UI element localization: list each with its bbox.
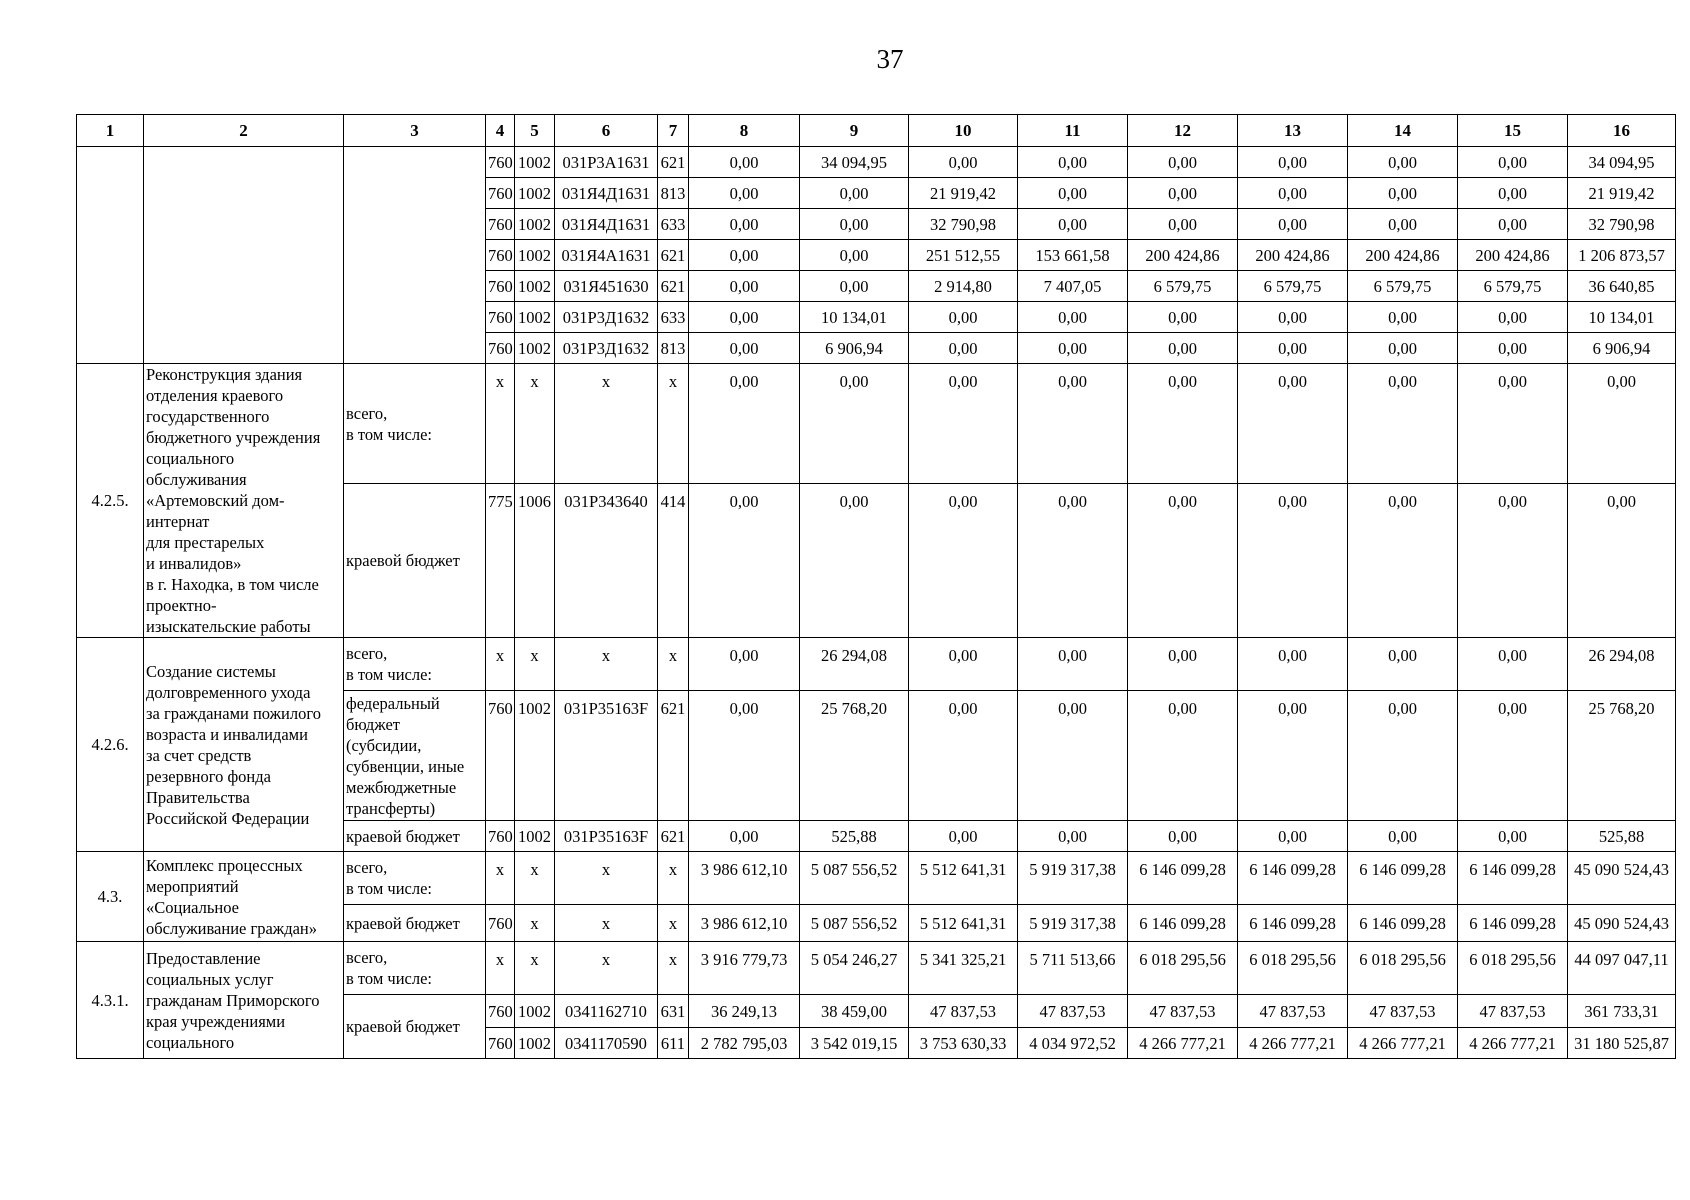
amount-cell: 0,00 [1568, 484, 1676, 638]
amount-cell: 6 579,75 [1128, 271, 1238, 302]
item-number: 4.2.6. [77, 638, 144, 852]
amount-cell: 0,00 [909, 821, 1018, 852]
amount-cell: 0,00 [1458, 333, 1568, 364]
amount-cell: 0,00 [909, 302, 1018, 333]
amount-cell: 0,00 [1348, 302, 1458, 333]
budget-code-c7: x [658, 638, 689, 691]
budget-code-c4: 760 [486, 302, 515, 333]
table-row [77, 638, 1676, 691]
amount-cell: 32 790,98 [1568, 209, 1676, 240]
amount-cell: 6 906,94 [1568, 333, 1676, 364]
table-row [77, 364, 1676, 484]
amount-cell: 0,00 [1128, 364, 1238, 484]
budget-code-c7: x [658, 364, 689, 484]
amount-cell: 0,00 [1348, 209, 1458, 240]
amount-cell: 44 097 047,11 [1568, 942, 1676, 995]
amount-cell: 0,00 [800, 178, 909, 209]
amount-cell: 26 294,08 [800, 638, 909, 691]
budget-code-c5: x [515, 364, 555, 484]
budget-code-c5: 1002 [515, 691, 555, 821]
budget-code-c6: 031Я451630 [555, 271, 658, 302]
item-name [144, 147, 344, 364]
amount-cell: 6 146 099,28 [1238, 905, 1348, 942]
budget-code-c4: 760 [486, 271, 515, 302]
budget-code-c5: 1002 [515, 240, 555, 271]
amount-cell: 0,00 [689, 178, 800, 209]
amount-cell: 5 512 641,31 [909, 905, 1018, 942]
amount-cell: 0,00 [1238, 691, 1348, 821]
amount-cell: 0,00 [689, 302, 800, 333]
amount-cell: 0,00 [1348, 821, 1458, 852]
amount-cell: 0,00 [1018, 364, 1128, 484]
amount-cell: 0,00 [1238, 302, 1348, 333]
amount-cell: 0,00 [909, 147, 1018, 178]
amount-cell: 6 018 295,56 [1128, 942, 1238, 995]
budget-code-c5: x [515, 942, 555, 995]
column-header: 16 [1568, 115, 1676, 147]
budget-code-c6: 031P3A1631 [555, 147, 658, 178]
funding-source: федеральный бюджет (субсидии, субвенции, иные межбюджетные трансферты) [344, 691, 486, 821]
amount-cell: 5 711 513,66 [1018, 942, 1128, 995]
budget-code-c6: x [555, 942, 658, 995]
amount-cell: 0,00 [1348, 484, 1458, 638]
amount-cell: 0,00 [1128, 333, 1238, 364]
budget-code-c6: x [555, 905, 658, 942]
budget-code-c4: 760 [486, 905, 515, 942]
column-header: 3 [344, 115, 486, 147]
amount-cell: 0,00 [1238, 147, 1348, 178]
funding-source: краевой бюджет [344, 484, 486, 638]
budget-code-c7: 621 [658, 240, 689, 271]
amount-cell: 0,00 [909, 691, 1018, 821]
amount-cell: 25 768,20 [800, 691, 909, 821]
amount-cell: 34 094,95 [1568, 147, 1676, 178]
amount-cell: 0,00 [1238, 638, 1348, 691]
amount-cell: 6 018 295,56 [1458, 942, 1568, 995]
amount-cell: 47 837,53 [1238, 995, 1348, 1028]
column-header: 15 [1458, 115, 1568, 147]
amount-cell: 6 146 099,28 [1458, 852, 1568, 905]
amount-cell: 0,00 [800, 484, 909, 638]
budget-code-c6: 031P343640 [555, 484, 658, 638]
page-number: 37 [876, 44, 904, 74]
amount-cell: 0,00 [1458, 638, 1568, 691]
amount-cell: 6 146 099,28 [1348, 852, 1458, 905]
amount-cell: 5 054 246,27 [800, 942, 909, 995]
item-number: 4.3.1. [77, 942, 144, 1059]
amount-cell: 3 916 779,73 [689, 942, 800, 995]
column-header: 4 [486, 115, 515, 147]
amount-cell: 0,00 [1348, 638, 1458, 691]
amount-cell: 6 146 099,28 [1458, 905, 1568, 942]
amount-cell: 21 919,42 [909, 178, 1018, 209]
amount-cell: 0,00 [1458, 821, 1568, 852]
amount-cell: 0,00 [909, 333, 1018, 364]
amount-cell: 25 768,20 [1568, 691, 1676, 821]
funding-source: краевой бюджет [344, 821, 486, 852]
amount-cell: 3 986 612,10 [689, 852, 800, 905]
amount-cell: 4 266 777,21 [1238, 1028, 1348, 1059]
budget-code-c6: x [555, 638, 658, 691]
amount-cell: 0,00 [909, 638, 1018, 691]
amount-cell: 0,00 [1238, 821, 1348, 852]
amount-cell: 4 266 777,21 [1348, 1028, 1458, 1059]
amount-cell: 0,00 [909, 484, 1018, 638]
amount-cell: 5 919 317,38 [1018, 905, 1128, 942]
budget-code-c7: 631 [658, 995, 689, 1028]
budget-code-c7: 621 [658, 271, 689, 302]
budget-code-c7: 621 [658, 691, 689, 821]
item-name: Комплекс процессных мероприятий «Социальное обслуживание граждан» [144, 852, 344, 942]
amount-cell: 0,00 [1458, 178, 1568, 209]
funding-source: всего, в том числе: [344, 942, 486, 995]
amount-cell: 3 986 612,10 [689, 905, 800, 942]
budget-code-c7: 633 [658, 209, 689, 240]
budget-code-c7: 813 [658, 333, 689, 364]
amount-cell: 10 134,01 [800, 302, 909, 333]
amount-cell: 0,00 [689, 484, 800, 638]
amount-cell: 0,00 [1238, 178, 1348, 209]
amount-cell: 361 733,31 [1568, 995, 1676, 1028]
budget-code-c6: x [555, 364, 658, 484]
amount-cell: 5 512 641,31 [909, 852, 1018, 905]
budget-code-c6: 031Я4А1631 [555, 240, 658, 271]
column-header: 13 [1238, 115, 1348, 147]
budget-code-c5: 1002 [515, 333, 555, 364]
amount-cell: 0,00 [1018, 484, 1128, 638]
amount-cell: 525,88 [800, 821, 909, 852]
column-header: 6 [555, 115, 658, 147]
amount-cell: 0,00 [800, 271, 909, 302]
column-header: 2 [144, 115, 344, 147]
amount-cell: 6 579,75 [1238, 271, 1348, 302]
amount-cell: 6 146 099,28 [1238, 852, 1348, 905]
funding-source [344, 147, 486, 364]
amount-cell: 0,00 [1348, 147, 1458, 178]
amount-cell: 0,00 [1238, 484, 1348, 638]
budget-code-c5: 1006 [515, 484, 555, 638]
column-header: 12 [1128, 115, 1238, 147]
budget-code-c5: 1002 [515, 271, 555, 302]
budget-code-c7: 813 [658, 178, 689, 209]
budget-code-c6: 031P35163F [555, 821, 658, 852]
amount-cell: 3 753 630,33 [909, 1028, 1018, 1059]
amount-cell: 32 790,98 [909, 209, 1018, 240]
amount-cell: 0,00 [689, 638, 800, 691]
budget-code-c4: 760 [486, 147, 515, 178]
budget-code-c7: 633 [658, 302, 689, 333]
amount-cell: 6 146 099,28 [1348, 905, 1458, 942]
amount-cell: 0,00 [1238, 364, 1348, 484]
amount-cell: 0,00 [689, 364, 800, 484]
budget-code-c4: 760 [486, 1028, 515, 1059]
amount-cell: 0,00 [1458, 209, 1568, 240]
budget-code-c6: 031P3Д1632 [555, 333, 658, 364]
table-row [77, 852, 1676, 905]
table-row [77, 147, 1676, 178]
budget-code-c4: 760 [486, 240, 515, 271]
amount-cell: 200 424,86 [1348, 240, 1458, 271]
amount-cell: 153 661,58 [1018, 240, 1128, 271]
amount-cell: 7 407,05 [1018, 271, 1128, 302]
item-number [77, 147, 144, 364]
column-header: 5 [515, 115, 555, 147]
budget-code-c4: x [486, 852, 515, 905]
amount-cell: 0,00 [909, 364, 1018, 484]
amount-cell: 0,00 [1018, 821, 1128, 852]
budget-code-c7: x [658, 852, 689, 905]
column-header: 8 [689, 115, 800, 147]
column-header: 11 [1018, 115, 1128, 147]
amount-cell: 0,00 [689, 691, 800, 821]
amount-cell: 0,00 [800, 364, 909, 484]
budget-code-c7: 611 [658, 1028, 689, 1059]
amount-cell: 4 266 777,21 [1128, 1028, 1238, 1059]
amount-cell: 0,00 [689, 240, 800, 271]
amount-cell: 1 206 873,57 [1568, 240, 1676, 271]
amount-cell: 36 640,85 [1568, 271, 1676, 302]
amount-cell: 21 919,42 [1568, 178, 1676, 209]
budget-code-c5: 1002 [515, 995, 555, 1028]
amount-cell: 45 090 524,43 [1568, 852, 1676, 905]
amount-cell: 34 094,95 [800, 147, 909, 178]
amount-cell: 5 919 317,38 [1018, 852, 1128, 905]
amount-cell: 0,00 [1348, 333, 1458, 364]
item-number: 4.3. [77, 852, 144, 942]
item-name: Создание системы долговременного ухода за гражданами пожилого возраста и инвалидами за счет средств резервного фонда Правительства Российской Федерации [144, 638, 344, 852]
budget-code-c7: 414 [658, 484, 689, 638]
amount-cell: 0,00 [1018, 691, 1128, 821]
amount-cell: 0,00 [1458, 691, 1568, 821]
amount-cell: 0,00 [800, 209, 909, 240]
item-name: Реконструкция здания отделения краевого государственного бюджетного учреждения социального обслуживания «Артемовский дом- интернат для престарелых и инвалидов» в г. Находка, в том числе проектно- изыскательские работы [144, 364, 344, 638]
budget-code-c5: 1002 [515, 302, 555, 333]
amount-cell: 0,00 [1018, 638, 1128, 691]
budget-code-c5: x [515, 905, 555, 942]
funding-source: краевой бюджет [344, 995, 486, 1059]
amount-cell: 0,00 [1348, 364, 1458, 484]
amount-cell: 38 459,00 [800, 995, 909, 1028]
funding-source: всего, в том числе: [344, 852, 486, 905]
budget-code-c4: x [486, 638, 515, 691]
budget-code-c4: 760 [486, 691, 515, 821]
amount-cell: 0,00 [1018, 178, 1128, 209]
amount-cell: 6 579,75 [1458, 271, 1568, 302]
amount-cell: 0,00 [1348, 691, 1458, 821]
table-header [77, 115, 1676, 147]
budget-code-c6: 0341162710 [555, 995, 658, 1028]
budget-code-c5: x [515, 638, 555, 691]
budget-code-c4: x [486, 942, 515, 995]
amount-cell: 0,00 [1128, 302, 1238, 333]
amount-cell: 5 341 325,21 [909, 942, 1018, 995]
amount-cell: 251 512,55 [909, 240, 1018, 271]
amount-cell: 0,00 [689, 333, 800, 364]
amount-cell: 0,00 [1128, 147, 1238, 178]
amount-cell: 200 424,86 [1128, 240, 1238, 271]
budget-code-c4: 760 [486, 995, 515, 1028]
amount-cell: 0,00 [1458, 302, 1568, 333]
budget-code-c4: 760 [486, 178, 515, 209]
amount-cell: 0,00 [1128, 638, 1238, 691]
amount-cell: 200 424,86 [1238, 240, 1348, 271]
column-header: 1 [77, 115, 144, 147]
budget-code-c7: 621 [658, 147, 689, 178]
column-header: 9 [800, 115, 909, 147]
amount-cell: 0,00 [1458, 484, 1568, 638]
amount-cell: 525,88 [1568, 821, 1676, 852]
funding-source: всего, в том числе: [344, 364, 486, 484]
amount-cell: 2 782 795,03 [689, 1028, 800, 1059]
amount-cell: 0,00 [1018, 209, 1128, 240]
amount-cell: 31 180 525,87 [1568, 1028, 1676, 1059]
amount-cell: 0,00 [1128, 178, 1238, 209]
amount-cell: 0,00 [1238, 209, 1348, 240]
table-row [77, 942, 1676, 995]
item-name: Предоставление социальных услуг гражданам Приморского края учреждениями социального [144, 942, 344, 1059]
amount-cell: 0,00 [1018, 147, 1128, 178]
item-number: 4.2.5. [77, 364, 144, 638]
amount-cell: 0,00 [1128, 691, 1238, 821]
budget-code-c4: 760 [486, 333, 515, 364]
budget-code-c5: x [515, 852, 555, 905]
amount-cell: 200 424,86 [1458, 240, 1568, 271]
budget-code-c4: 775 [486, 484, 515, 638]
budget-code-c5: 1002 [515, 821, 555, 852]
amount-cell: 0,00 [689, 271, 800, 302]
column-header: 10 [909, 115, 1018, 147]
budget-code-c4: x [486, 364, 515, 484]
amount-cell: 0,00 [800, 240, 909, 271]
amount-cell: 6 146 099,28 [1128, 905, 1238, 942]
budget-code-c6: 0341170590 [555, 1028, 658, 1059]
budget-code-c4: 760 [486, 821, 515, 852]
budget-table [76, 114, 1676, 1059]
amount-cell: 47 837,53 [1458, 995, 1568, 1028]
amount-cell: 5 087 556,52 [800, 852, 909, 905]
amount-cell: 6 579,75 [1348, 271, 1458, 302]
funding-source: краевой бюджет [344, 905, 486, 942]
budget-code-c7: x [658, 905, 689, 942]
amount-cell: 0,00 [689, 821, 800, 852]
amount-cell: 0,00 [1128, 821, 1238, 852]
amount-cell: 6 906,94 [800, 333, 909, 364]
amount-cell: 47 837,53 [909, 995, 1018, 1028]
amount-cell: 0,00 [1458, 147, 1568, 178]
amount-cell: 0,00 [1128, 209, 1238, 240]
amount-cell: 0,00 [689, 209, 800, 240]
column-header: 14 [1348, 115, 1458, 147]
amount-cell: 0,00 [1568, 364, 1676, 484]
amount-cell: 0,00 [1018, 333, 1128, 364]
budget-code-c5: 1002 [515, 1028, 555, 1059]
budget-code-c5: 1002 [515, 178, 555, 209]
amount-cell: 47 837,53 [1128, 995, 1238, 1028]
amount-cell: 0,00 [1458, 364, 1568, 484]
amount-cell: 0,00 [1128, 484, 1238, 638]
budget-code-c6: 031P35163F [555, 691, 658, 821]
amount-cell: 0,00 [1238, 333, 1348, 364]
amount-cell: 47 837,53 [1348, 995, 1458, 1028]
budget-code-c4: 760 [486, 209, 515, 240]
amount-cell: 4 266 777,21 [1458, 1028, 1568, 1059]
amount-cell: 3 542 019,15 [800, 1028, 909, 1059]
amount-cell: 0,00 [689, 147, 800, 178]
budget-code-c5: 1002 [515, 147, 555, 178]
budget-code-c6: x [555, 852, 658, 905]
amount-cell: 26 294,08 [1568, 638, 1676, 691]
budget-code-c7: x [658, 942, 689, 995]
column-header: 7 [658, 115, 689, 147]
budget-code-c6: 031Я4Д1631 [555, 178, 658, 209]
amount-cell: 0,00 [1018, 302, 1128, 333]
amount-cell: 36 249,13 [689, 995, 800, 1028]
budget-code-c6: 031Я4Д1631 [555, 209, 658, 240]
amount-cell: 6 018 295,56 [1238, 942, 1348, 995]
budget-code-c7: 621 [658, 821, 689, 852]
amount-cell: 10 134,01 [1568, 302, 1676, 333]
amount-cell: 6 146 099,28 [1128, 852, 1238, 905]
budget-code-c5: 1002 [515, 209, 555, 240]
amount-cell: 45 090 524,43 [1568, 905, 1676, 942]
amount-cell: 0,00 [1348, 178, 1458, 209]
amount-cell: 2 914,80 [909, 271, 1018, 302]
amount-cell: 6 018 295,56 [1348, 942, 1458, 995]
amount-cell: 4 034 972,52 [1018, 1028, 1128, 1059]
budget-code-c6: 031P3Д1632 [555, 302, 658, 333]
funding-source: всего, в том числе: [344, 638, 486, 691]
amount-cell: 47 837,53 [1018, 995, 1128, 1028]
amount-cell: 5 087 556,52 [800, 905, 909, 942]
